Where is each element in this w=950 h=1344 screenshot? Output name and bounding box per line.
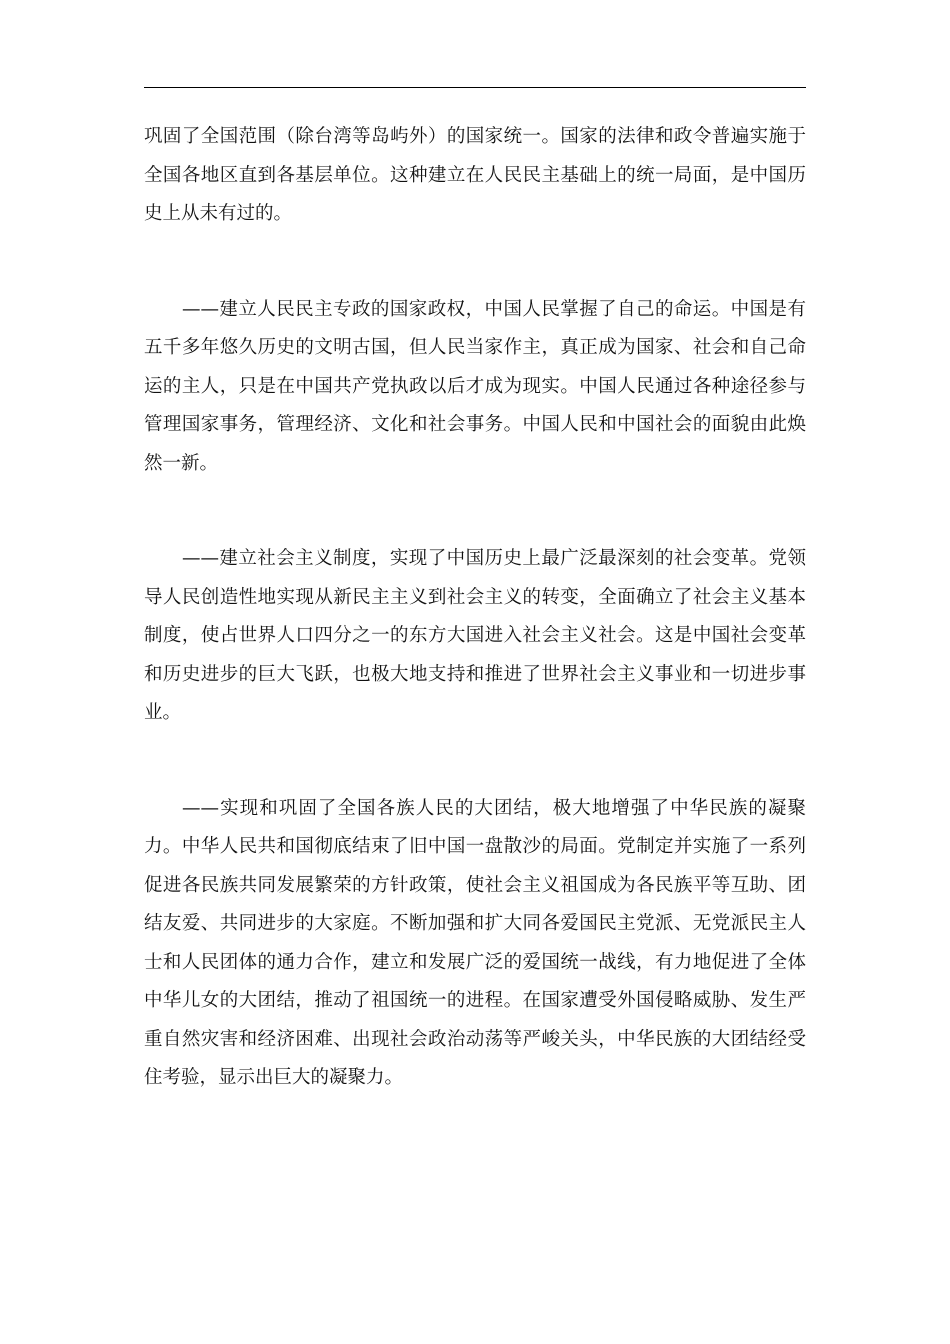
header-rule <box>144 87 806 88</box>
paragraph-2: ——建立人民民主专政的国家政权，中国人民掌握了自己的命运。中国是有五千多年悠久历史的文明古国，但人民当家作主，真正成为国家、社会和自己命运的主人，只是在中国共产党执政以后才成为现实。中国人民通过各种途径参与管理国家事务，管理经济、文化和社会事务。中国人民和中国社会的面貌由此焕然一新。 <box>144 298 806 474</box>
paragraph-4: ——实现和巩固了全国各族人民的大团结，极大地增强了中华民族的凝聚力。中华人民共和国彻底结束了旧中国一盘散沙的局面。党制定并实施了一系列促进各民族共同发展繁荣的方针政策，使社会主义祖国成为各民族平等互助、团结友爱、共同进步的大家庭。不断加强和扩大同各爱国民主党派、无党派民主人士和人民团体的通力合作，建立和发展广泛的爱国统一战线，有力地促进了全体中华儿女的大团结，推动了祖国统一的进程。在国家遭受外国侵略威胁、发生严重自然灾害和经济困难、出现社会政治动荡等严峻关头，中华民族的大团结经受住考验，显示出巨大的凝聚力。 <box>144 797 806 1088</box>
paragraph-1: 巩固了全国范围（除台湾等岛屿外）的国家统一。国家的法律和政令普遍实施于全国各地区直到各基层单位。这种建立在人民民主基础上的统一局面，是中国历史上从未有过的。 <box>144 126 806 224</box>
paragraph-3: ——建立社会主义制度，实现了中国历史上最广泛最深刻的社会变革。党领导人民创造性地实现从新民主主义到社会主义的转变，全面确立了社会主义基本制度，使占世界人口四分之一的东方大国进入社会主义社会。这是中国社会变革和历史进步的巨大飞跃，也极大地支持和推进了世界社会主义事业和一切进步事业。 <box>144 548 806 723</box>
document-body <box>144 118 806 1098</box>
